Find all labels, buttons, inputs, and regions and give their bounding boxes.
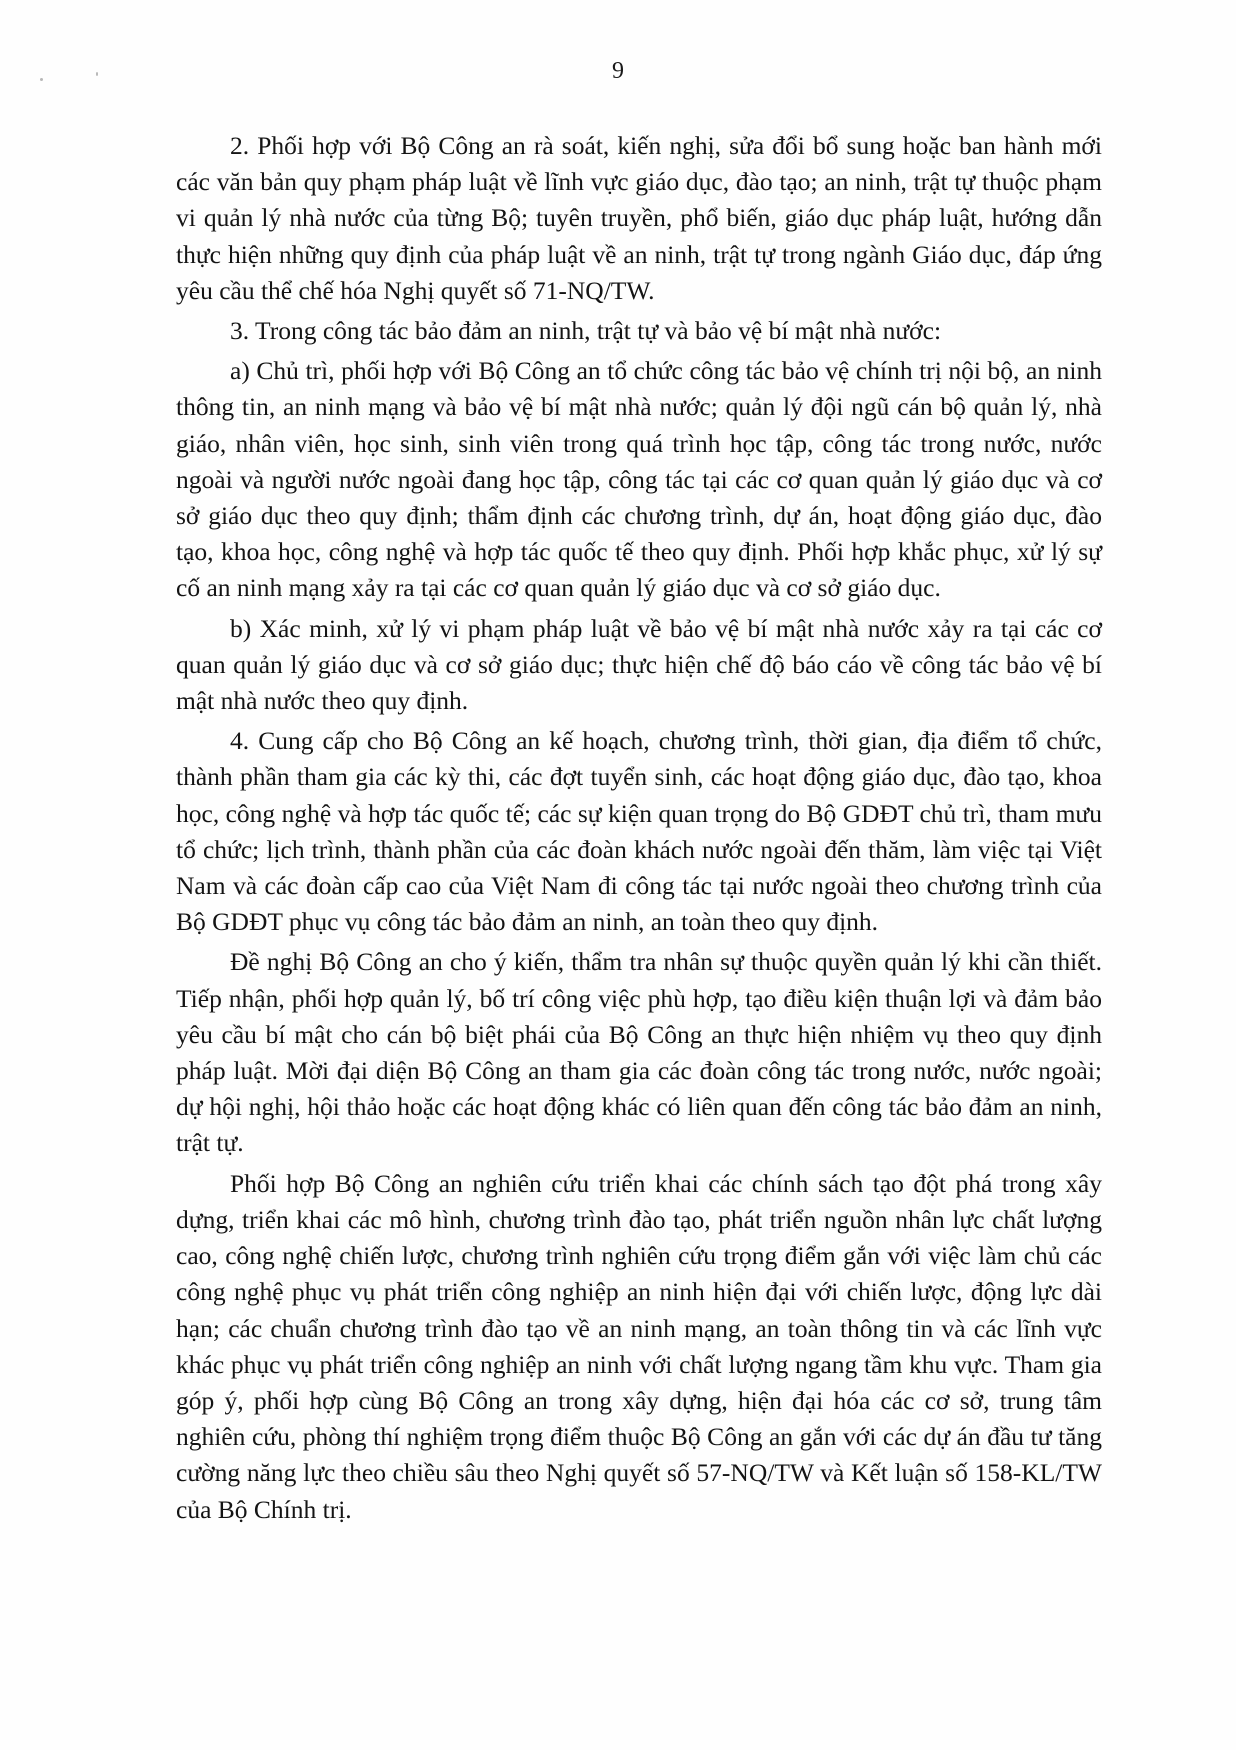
paragraph-4-information-provision: 4. Cung cấp cho Bộ Công an kế hoạch, chương trình, thời gian, địa điểm tổ chức, thành phần tham gia các kỳ thi, các đợt tuyển sinh, các hoạt động giáo dục, đào tạo, khoa học, công nghệ và hợp tác quốc tế; các sự kiện quan trọng do Bộ GDĐT chủ trì, tham mưu tổ chức; lịch trình, thành phần của các đoàn khách nước ngoài đến thăm, làm việc tại Việt Nam và các đoàn cấp cao của Việt Nam đi công tác tại nước ngoài theo chương trình của Bộ GDĐT phục vụ công tác bảo đảm an ninh, an toàn theo quy định. [176, 726, 1102, 937]
page-number: 9 [612, 58, 624, 84]
paragraph-3a-internal-protection: a) Chủ trì, phối hợp với Bộ Công an tổ chức công tác bảo vệ chính trị nội bộ, an ninh thông tin, an ninh mạng và bảo vệ bí mật nhà nước; quản lý đội ngũ cán bộ quản lý, nhà giáo, nhân viên, học sinh, sinh viên trong quá trình học tập, công tác trong nước, nước ngoài và người nước ngoài đang học tập, công tác tại các cơ quan quản lý giáo dục và cơ sở giáo dục theo quy định; thẩm định các chương trình, dự án, hoạt động giáo dục, đào tạo, khoa học, công nghệ và hợp tác quốc tế theo quy định. Phối hợp khắc phục, xử lý sự cố an ninh mạng xảy ra tại các cơ quan quản lý giáo dục và cơ sở giáo dục. [176, 356, 1102, 603]
paragraph-research-cooperation: Phối hợp Bộ Công an nghiên cứu triển khai các chính sách tạo đột phá trong xây dựng, triển khai các mô hình, chương trình đào tạo, phát triển nguồn nhân lực chất lượng cao, công nghệ chiến lược, chương trình nghiên cứu trọng điểm gắn với việc làm chủ các công nghệ phục vụ phát triển công nghiệp an ninh hiện đại với chiến lược, động lực dài hạn; các chuẩn chương trình đào tạo về an ninh mạng, an toàn thông tin và các lĩnh vực khác phục vụ phát triển công nghiệp an ninh với chất lượng ngang tầm khu vực. Tham gia góp ý, phối hợp cùng Bộ Công an trong xây dựng, hiện đại hóa các cơ sở, trung tâm nghiên cứu, phòng thí nghiệm trọng điểm thuộc Bộ Công an gắn với các dự án đầu tư tăng cường năng lực theo chiều sâu theo Nghị quyết số 57-NQ/TW và Kết luận số 158-KL/TW của Bộ Chính trị. [176, 1168, 1102, 1524]
paragraph-personnel-vetting: Đề nghị Bộ Công an cho ý kiến, thẩm tra nhân sự thuộc quyền quản lý khi cần thiết. Tiếp nhận, phối hợp quản lý, bố trí công việc phù hợp, tạo điều kiện thuận lợi và đảm bảo yêu cầu bí mật cho cán bộ biệt phái của Bộ Công an thực hiện nhiệm vụ theo quy định pháp luật. Mời đại diện Bộ Công an tham gia các đoàn công tác trong nước, nước ngoài; dự hội nghị, hội thảo hoặc các hoạt động khác có liên quan đến công tác bảo đảm an ninh, trật tự. [176, 947, 1102, 1158]
paragraph-3-security-heading: 3. Trong công tác bảo đảm an ninh, trật tự và bảo vệ bí mật nhà nước: [230, 316, 942, 346]
paragraph-3b-secret-violations: b) Xác minh, xử lý vi phạm pháp luật về bảo vệ bí mật nhà nước xảy ra tại các cơ quan quản lý giáo dục và cơ sở giáo dục; thực hiện chế độ báo cáo về công tác bảo vệ bí mật nhà nước theo quy định. [176, 613, 1102, 716]
paragraph-2-legal-review: 2. Phối hợp với Bộ Công an rà soát, kiến nghị, sửa đổi bổ sung hoặc ban hành mới các văn bản quy phạm pháp luật về lĩnh vực giáo dục, đào tạo; an ninh, trật tự thuộc phạm vi quản lý nhà nước của từng Bộ; tuyên truyền, phổ biến, giáo dục pháp luật, hướng dẫn thực hiện những quy định của pháp luật về an ninh, trật tự trong ngành Giáo dục, đáp ứng yêu cầu thể chế hóa Nghị quyết số 71-NQ/TW. [176, 131, 1102, 305]
document-body [176, 128, 1102, 1530]
